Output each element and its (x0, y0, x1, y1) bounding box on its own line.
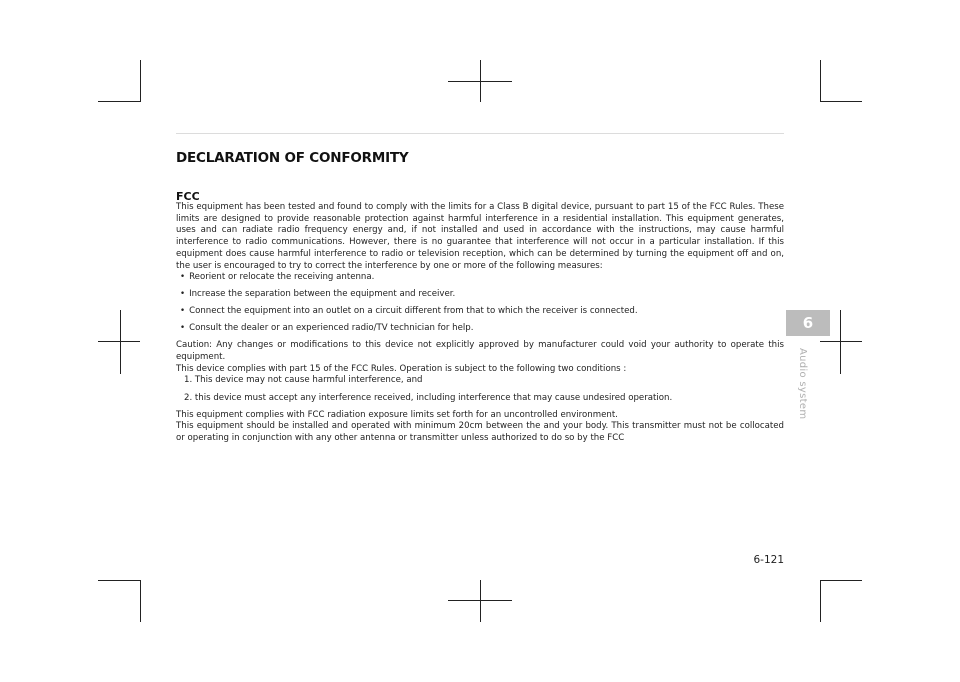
list-item: 2. this device must accept any interference received, including interference that may cause undesired operation. (184, 392, 673, 403)
crop-mark (480, 580, 481, 622)
crop-mark (820, 580, 821, 622)
list-item: • Reorient or relocate the receiving antenna. (176, 272, 784, 284)
conditions-list (176, 375, 784, 404)
crop-mark (98, 580, 140, 581)
crop-mark (140, 580, 141, 622)
compliance-intro: This device complies with part 15 of the FCC Rules. Operation is subject to the following two conditions : (176, 363, 627, 374)
crop-mark (448, 600, 512, 601)
measures-list (176, 272, 784, 335)
list-item: 1. This device may not cause harmful interference, and (184, 375, 423, 386)
chapter-tab: 6 (786, 310, 830, 336)
list-item: • Connect the equipment into an outlet on a circuit different from that to which the receiver is connected. (176, 306, 784, 318)
page-number: 6-121 (753, 554, 784, 566)
exposure-paragraph: This equipment complies with FCC radiation exposure limits set forth for an uncontrolled environment. (176, 409, 618, 420)
body-content (176, 202, 784, 445)
crop-mark (820, 101, 862, 102)
crop-mark (840, 310, 841, 374)
crop-mark (820, 580, 862, 581)
intro-paragraph: This equipment has been tested and found to comply with the limits for a Class B digital device, pursuant to part 15 of the FCC Rules. These limits are designed to provide reasonable protection against harmful interference in a residential installation. This equipment generates, uses and can radiate radio frequency energy and, if not installed and used in accordance with the instructions, may cause harmful interference to radio communications. However, there is no guarantee that interference will not occur in a particular installation. If this equipment does cause harmful interference to radio or television reception, which can be determined by turning the equipment off and on, the user is encouraged to try to correct the interference by one or more of the following measures: (176, 202, 784, 271)
crop-mark (140, 60, 141, 102)
list-item: • Consult the dealer or an experienced radio/TV technician for help. (176, 323, 784, 335)
caution-paragraph: Caution: Any changes or modifications to this device not explicitly approved by manufacturer could void your authority to operate this equipment. (176, 340, 784, 362)
installation-paragraph: This equipment should be installed and operated with minimum 20cm between the and your body. This transmitter must not be collocated or operating in conjunction with any other antenna or transmitter unless authorized to do so by the FCC (176, 421, 784, 444)
section-title: DECLARATION OF CONFORMITY (176, 150, 409, 166)
crop-mark (120, 310, 121, 374)
crop-mark (98, 101, 140, 102)
crop-mark (98, 341, 140, 342)
crop-mark (820, 60, 821, 102)
header-divider (176, 133, 784, 134)
subsection-title: FCC (176, 190, 200, 203)
crop-mark (820, 341, 862, 342)
crop-mark (448, 81, 512, 82)
list-item: • Increase the separation between the equipment and receiver. (176, 289, 784, 301)
chapter-label: Audio system (797, 348, 808, 420)
